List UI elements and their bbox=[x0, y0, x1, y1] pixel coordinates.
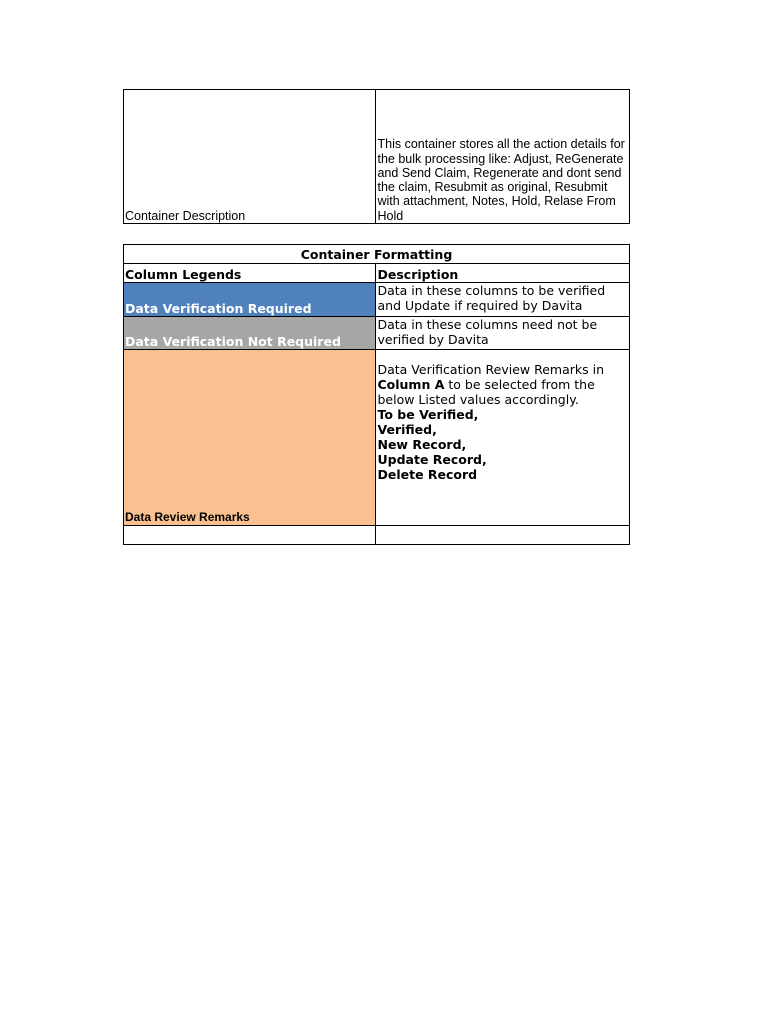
formatting-title-row bbox=[124, 245, 630, 264]
empty-row bbox=[124, 526, 630, 545]
description-header: Description bbox=[376, 264, 630, 283]
description-review-remarks bbox=[376, 350, 630, 526]
remark-value-delete-record: Delete Record bbox=[377, 467, 478, 482]
container-description-text: This container stores all the action details for the bulk processing like: Adjust, ReGenerate and Send Claim, Regenerate and dont send the claim, Resubmit as original, Resubmit with attachment, Notes, Hold, Relase From Hold bbox=[376, 90, 630, 224]
legend-verification-required: Data Verification Required bbox=[124, 283, 376, 317]
description-verification-not-required: Data in these columns need not be verified by Davita bbox=[376, 317, 630, 350]
legend-verification-not-required: Data Verification Not Required bbox=[124, 317, 376, 350]
column-legends-header: Column Legends bbox=[124, 264, 376, 283]
formatting-title: Container Formatting bbox=[124, 245, 630, 264]
remarks-column-ref: Column A bbox=[377, 377, 445, 392]
remark-value-update-record: Update Record, bbox=[377, 452, 487, 467]
legend-row-verification-required bbox=[124, 283, 630, 317]
empty-cell-b bbox=[376, 526, 630, 545]
empty-cell-a bbox=[124, 526, 376, 545]
container-description-table bbox=[123, 89, 630, 224]
remarks-outro-text: to be selected from the below Listed values accordingly. bbox=[377, 377, 595, 407]
remark-value-new-record: New Record, bbox=[377, 437, 467, 452]
legend-row-review-remarks bbox=[124, 350, 630, 526]
container-description-label: Container Description bbox=[124, 90, 376, 224]
remark-value-verified: Verified, bbox=[377, 422, 437, 437]
legend-row-verification-not-required bbox=[124, 317, 630, 350]
remark-value-to-be-verified: To be Verified, bbox=[377, 407, 479, 422]
container-description-row bbox=[124, 90, 630, 224]
formatting-header-row bbox=[124, 264, 630, 283]
legend-review-remarks: Data Review Remarks bbox=[124, 350, 376, 526]
remarks-intro-text: Data Verification Review Remarks in bbox=[377, 362, 604, 377]
description-verification-required: Data in these columns to be verified and Update if required by Davita bbox=[376, 283, 630, 317]
container-formatting-table bbox=[123, 244, 630, 545]
